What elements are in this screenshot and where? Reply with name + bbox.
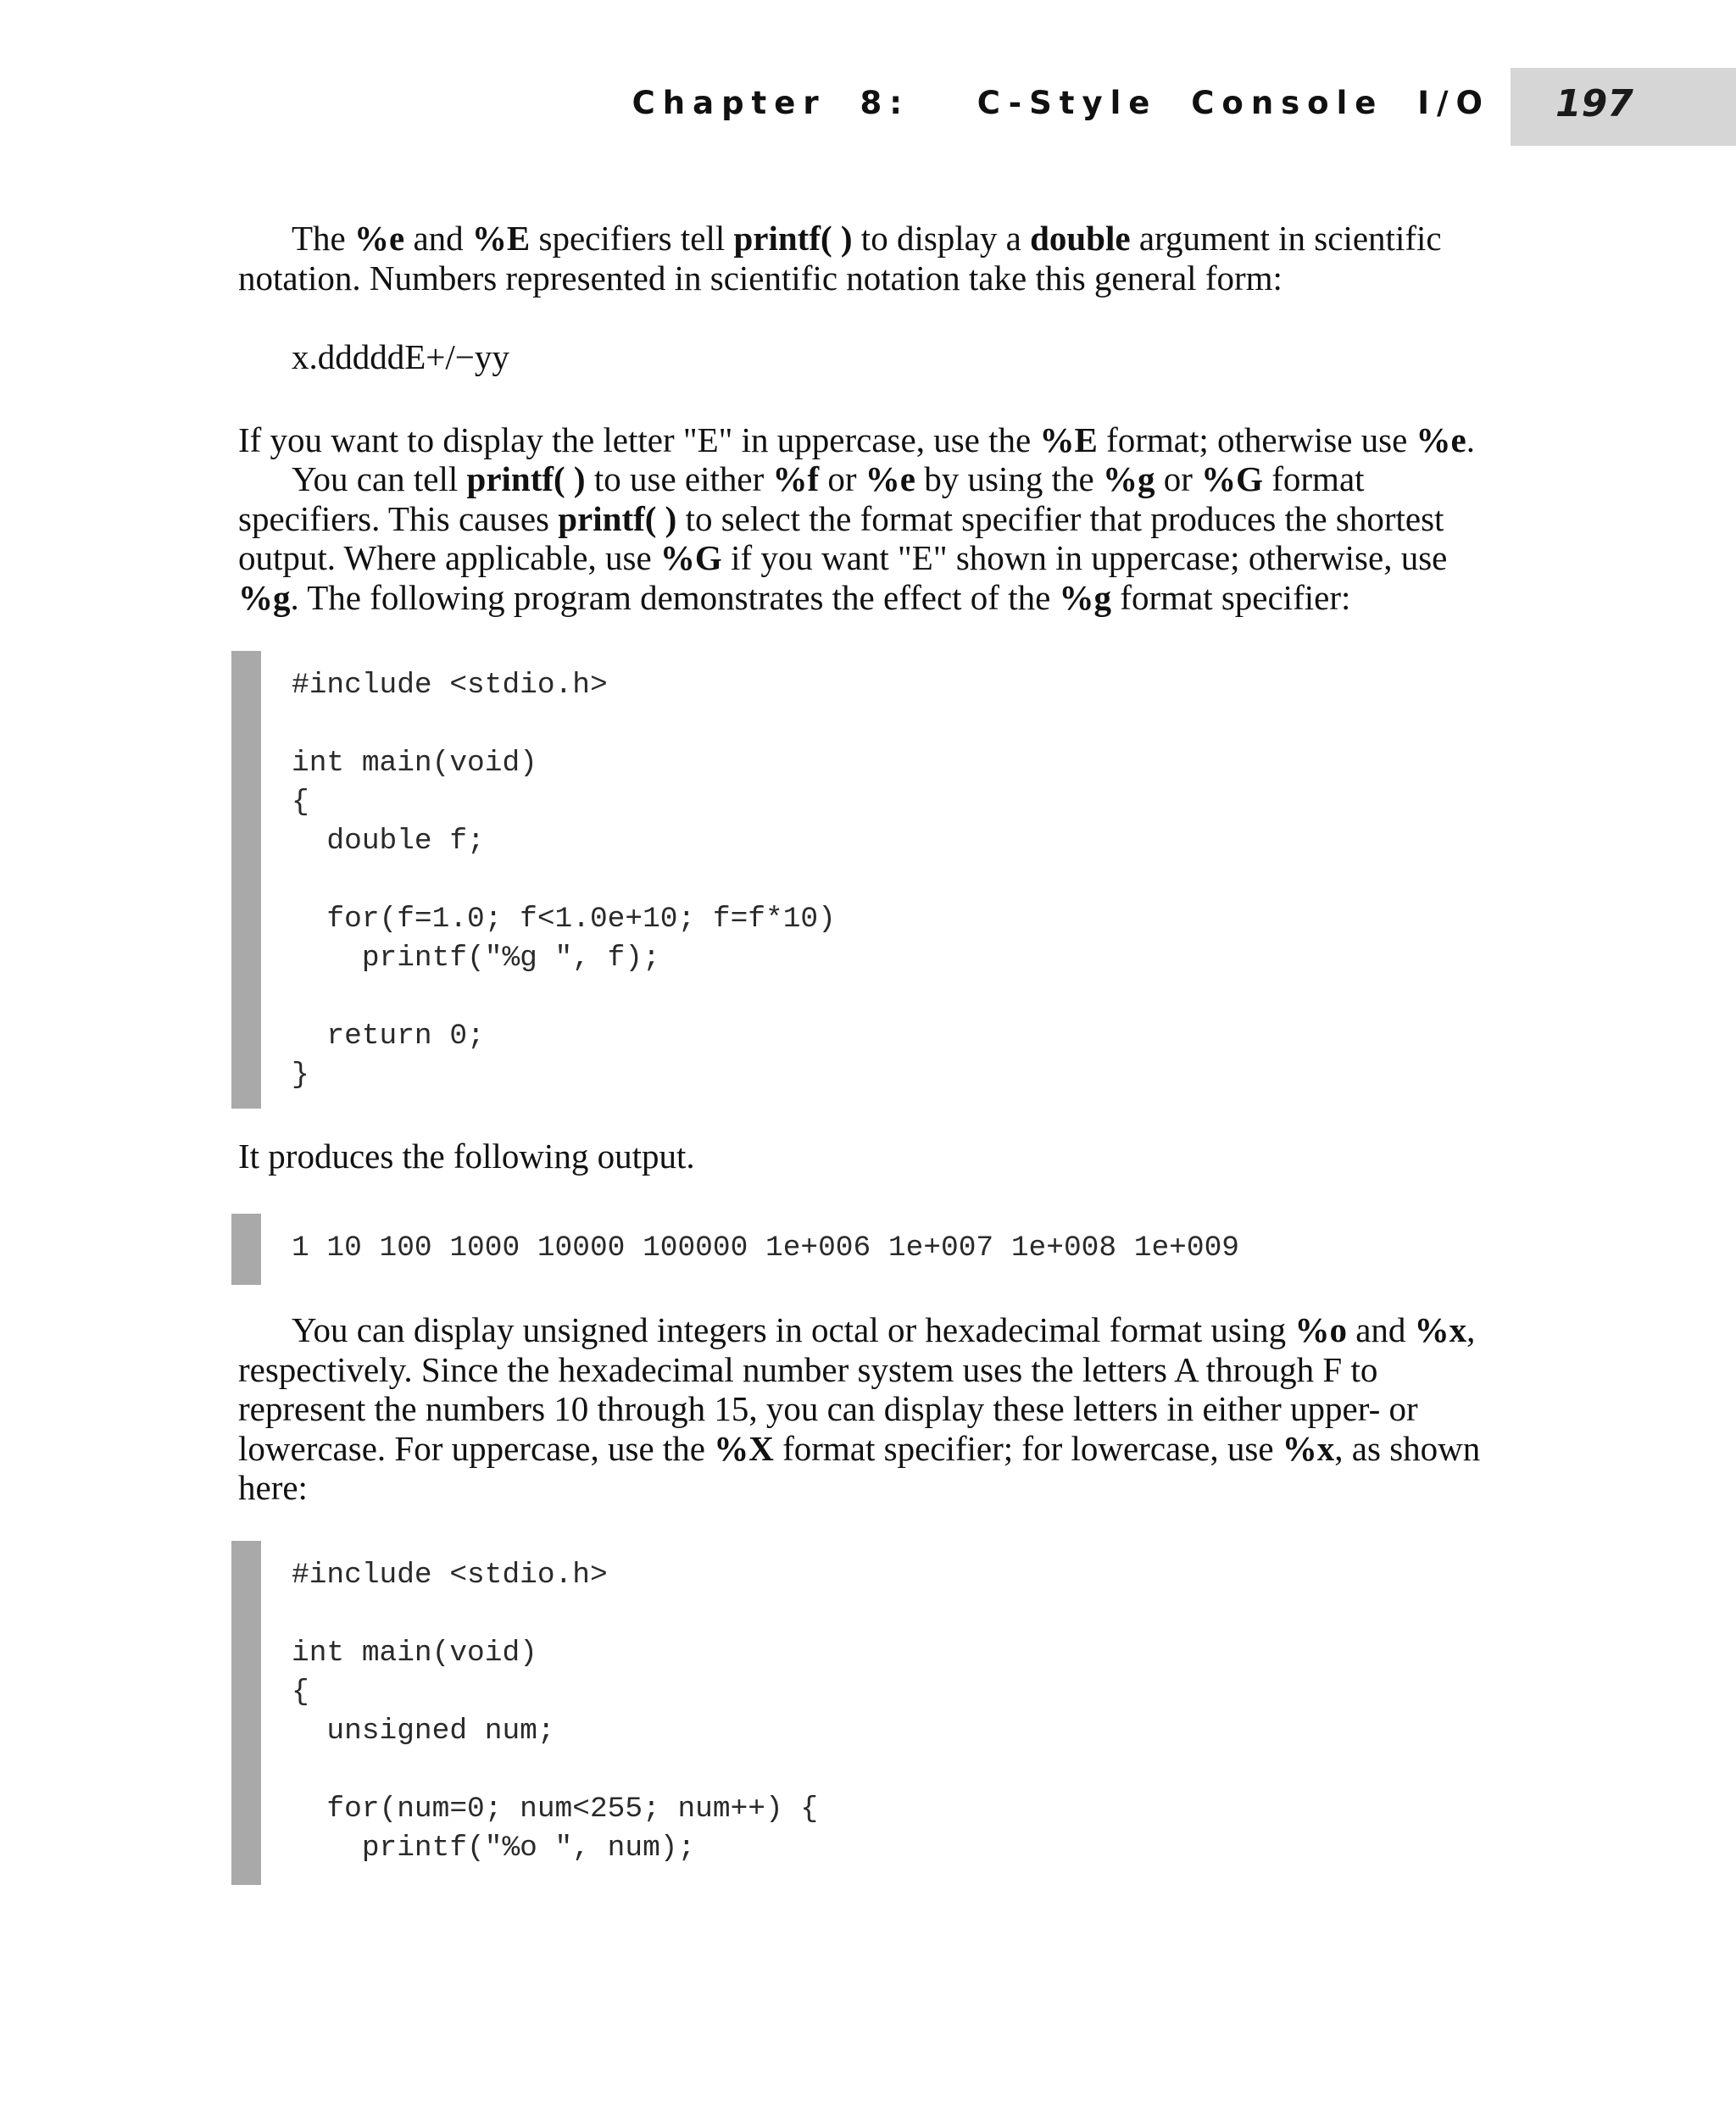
paragraph-uppercase-e: If you want to display the letter "E" in uppercase, use the %E format; otherwise use %e. [238,420,1475,459]
paragraph-output-intro: It produces the following output. [238,1137,695,1176]
code-margin-bar [231,651,261,1109]
scientific-notation-form: x.dddddE+/−yy [292,337,509,376]
program-output: 1 10 100 1000 10000 100000 1e+006 1e+007 1e+008 1e+009 [292,1231,1239,1265]
page-number: 197 [1555,82,1633,125]
code-margin-bar [231,1541,261,1885]
code-listing: #include <stdio.h> int main(void) { unsigned num; for(num=0; num<255; num++) { printf("%o ", num); [292,1559,819,1865]
code-listing: #include <stdio.h> int main(void) { double f; for(f=1.0; f<1.0e+10; f=f*10) printf("%g ", f); return 0; } [292,669,836,1092]
code-margin-bar [231,1214,261,1285]
paragraph-g-specifier: You can tell printf( ) to use either %f or %e by using the %g or %G format specifiers. This causes printf( ) to select the format specifier that produces the shortest output. Where applicable, use %G if you want "E" shown in uppercase; otherwise, use %g. The following program demonstrates the effect of the %g format specifier: [238,459,1448,617]
paragraph-octal-hex: You can display unsigned integers in octal or hexadecimal format using %o and %x, respectively. Since the hexadecimal number system uses the letters A through F to represent the numbers 10 through 15, you can display these letters in either upper- or lowercase. For uppercase, use the %X format specifier; for lowercase, use %x, as shown here: [238,1310,1481,1507]
chapter-header: Chapter 8: C-Style Console I/O [632,85,1490,121]
paragraph-scientific-notation: The %e and %E specifiers tell printf( ) to display a double argument in scientific notation. Numbers represented in scientific notation take this general form: [238,219,1442,297]
